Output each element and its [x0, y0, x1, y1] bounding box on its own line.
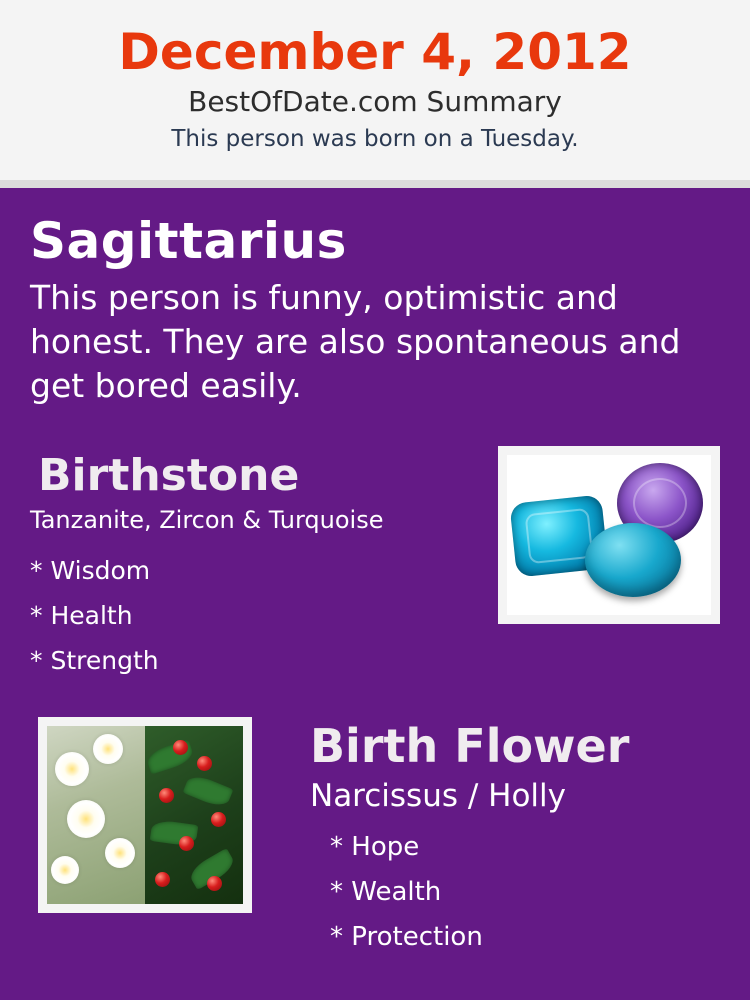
- holly-image: [145, 726, 243, 904]
- birthstone-photo: [498, 446, 720, 624]
- list-item: * Protection: [330, 922, 483, 952]
- gem-turquoise-icon: [585, 523, 681, 597]
- birth-flower-title: Birth Flower: [310, 719, 630, 773]
- birth-flower-photo-inner: [47, 726, 243, 904]
- birthstone-section: [30, 448, 720, 683]
- summary-body: [0, 188, 750, 1000]
- list-item: * Health: [30, 601, 133, 630]
- birthstone-names: Tanzanite, Zircon & Turquoise: [30, 506, 384, 534]
- birth-flower-text: [282, 717, 720, 960]
- page-header: [0, 0, 750, 180]
- zodiac-sign-name: Sagittarius: [30, 212, 347, 270]
- list-item: * Hope: [330, 832, 420, 862]
- birthstone-photo-inner: [507, 455, 711, 615]
- site-summary-subtitle: BestOfDate.com Summary: [188, 85, 562, 118]
- header-divider: [0, 180, 750, 188]
- born-day-text: This person was born on a Tuesday.: [171, 126, 579, 152]
- birth-flower-traits: [282, 825, 720, 960]
- birthstone-title: Birthstone: [38, 450, 300, 501]
- birth-flower-names: Narcissus / Holly: [310, 778, 567, 814]
- page-title: December 4, 2012: [118, 23, 632, 81]
- list-item: * Wealth: [330, 877, 442, 907]
- birth-flower-section: [30, 717, 720, 960]
- birth-flower-photo: [38, 717, 252, 913]
- zodiac-description: This person is funny, optimistic and honest. They are also spontaneous and get bored easily.: [30, 278, 681, 405]
- list-item: * Strength: [30, 646, 159, 675]
- narcissus-image: [47, 726, 145, 904]
- list-item: * Wisdom: [30, 556, 151, 585]
